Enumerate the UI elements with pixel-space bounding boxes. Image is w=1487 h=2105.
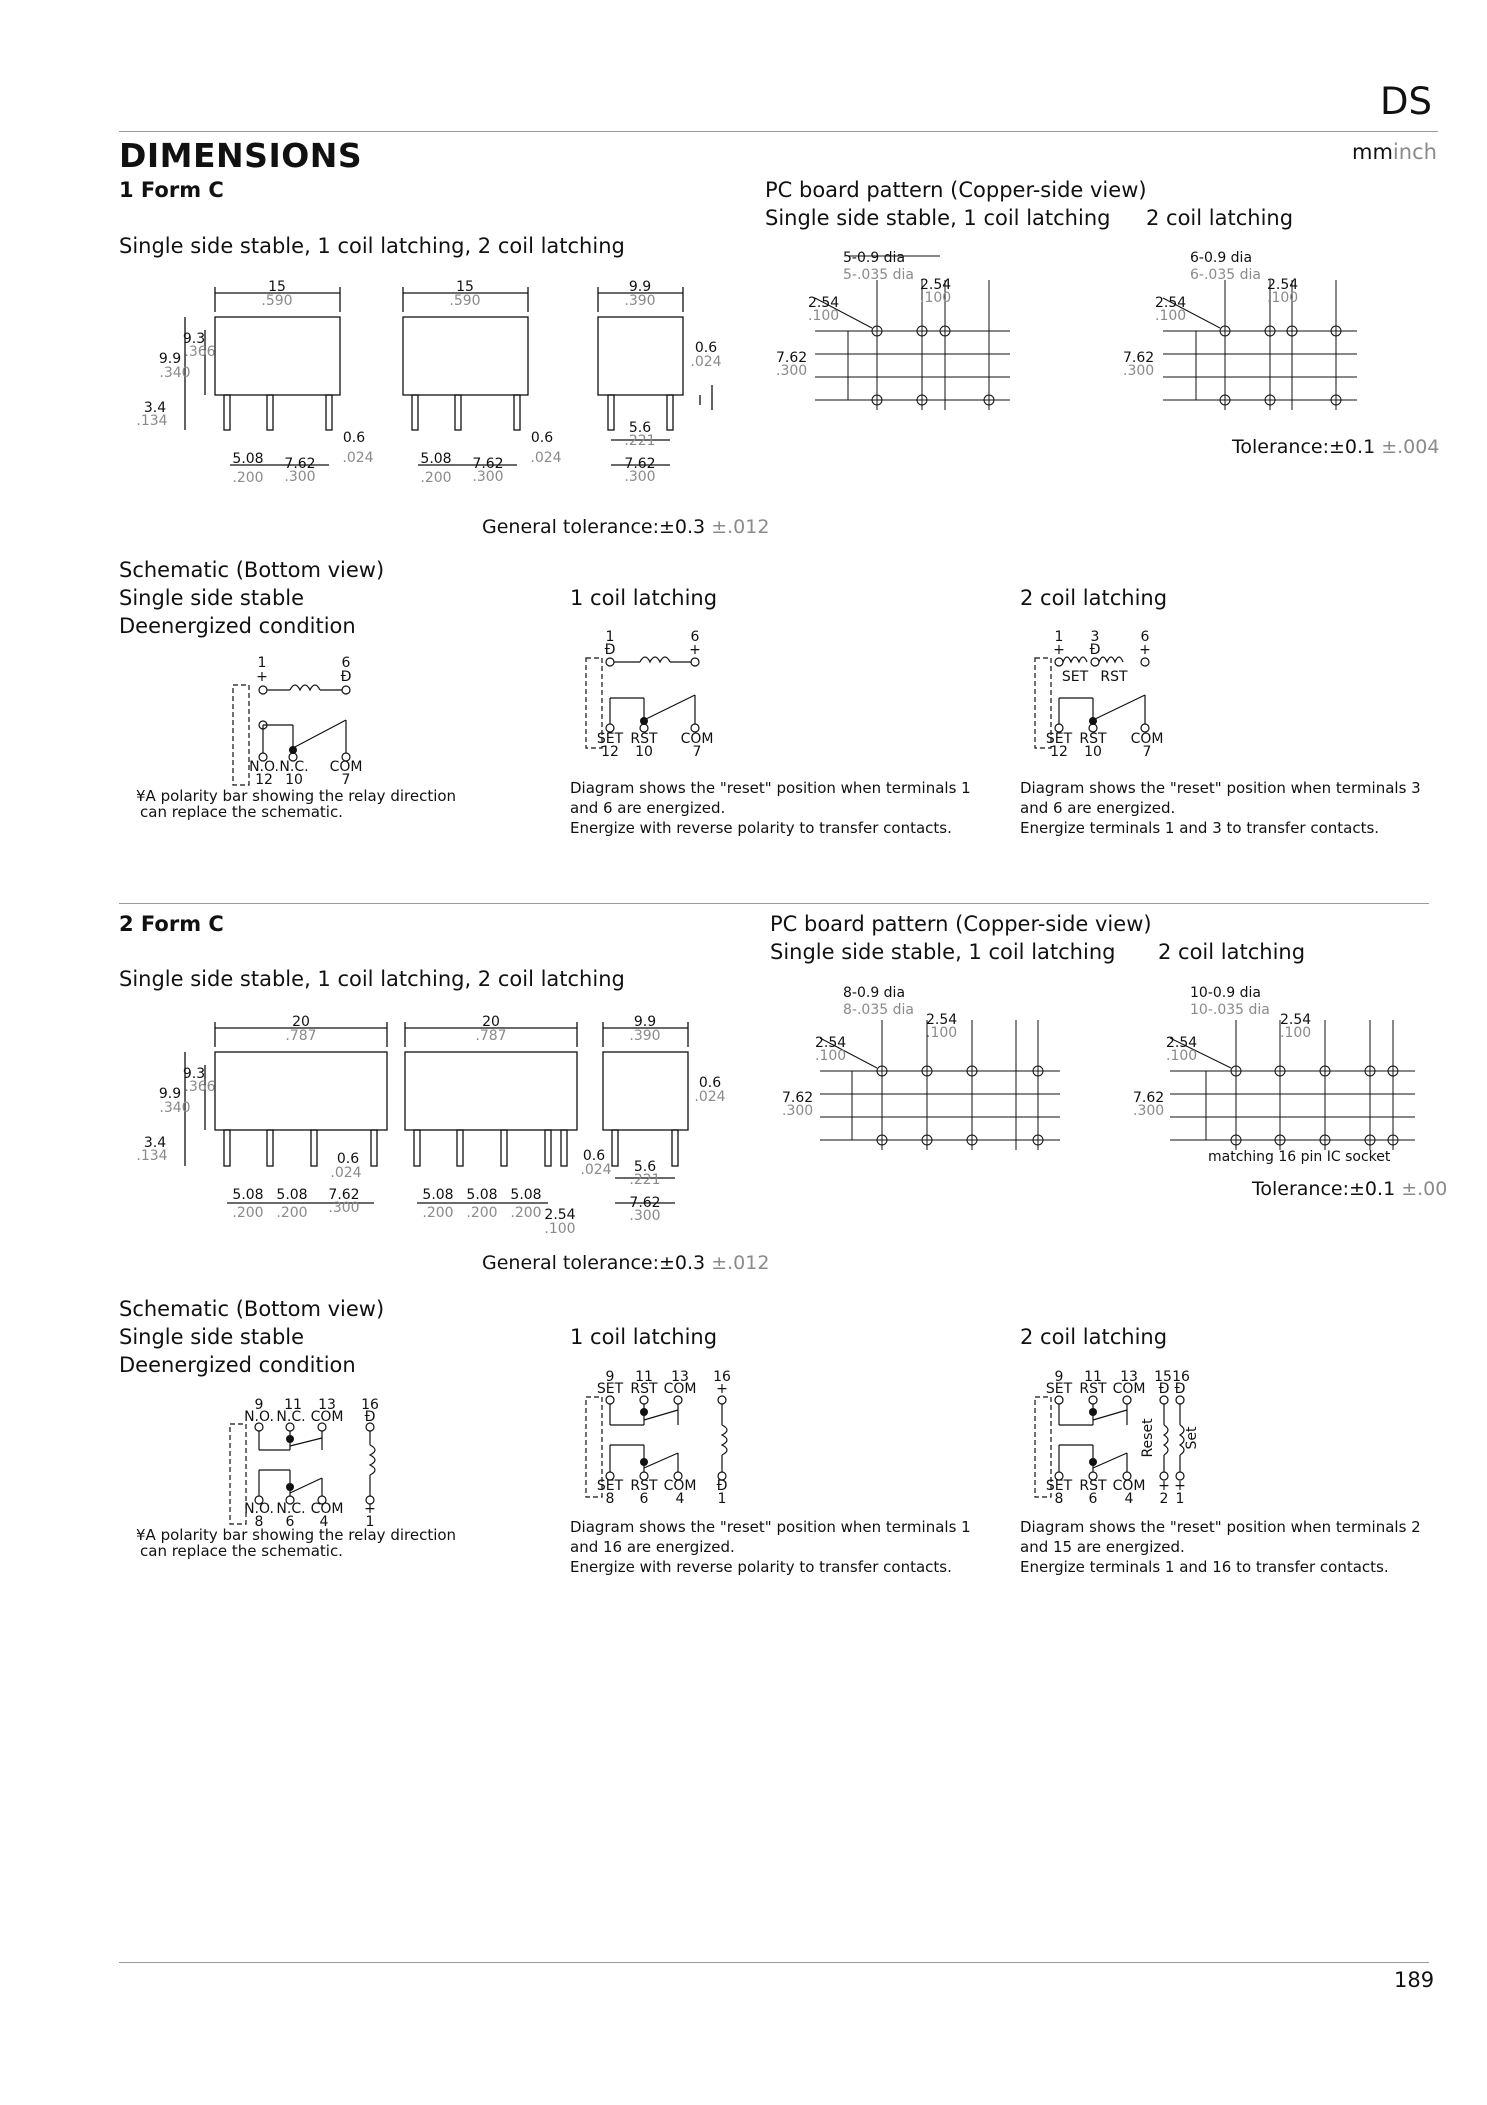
f2-dim-p508e-in: .200 — [510, 1205, 542, 1221]
f2-pcb-p254-left-r-in: .100 — [1166, 1048, 1198, 1064]
f1-dim-p508-in: .200 — [232, 470, 264, 486]
f2-dim-p508c: 5.08 — [422, 1187, 454, 1203]
f1-pcb-p762: 7.62 — [776, 350, 808, 366]
f1l1-pin10: 10 — [635, 744, 653, 760]
f2-stable-title: Single side stable — [119, 1325, 305, 1349]
f2l2-com-top: COM — [1112, 1381, 1146, 1397]
f2l1-set-bot: SET — [596, 1478, 624, 1494]
f1-pcb-p254-top-r: 2.54 — [1267, 277, 1299, 293]
f1-gentol-label: General tolerance: — [482, 516, 659, 538]
f1l1-minus: Ð — [604, 642, 616, 658]
f2-dim-p508b: 5.08 — [276, 1187, 308, 1203]
f2-dim-t06b-in: .024 — [580, 1162, 612, 1178]
f2l2-pin6: 6 — [1088, 1491, 1098, 1507]
f1-dim-p34: 3.4 — [143, 400, 167, 416]
f2l2-rst-bot: RST — [1079, 1478, 1107, 1494]
f1-dim-h93-in: .366 — [184, 344, 216, 360]
f2l2-minus-b: Ð — [1174, 1381, 1186, 1397]
f2-dim-t06b: 0.6 — [582, 1148, 606, 1164]
f1-dim-p762b: 7.62 — [472, 456, 504, 472]
f2-dim-p508d: 5.08 — [466, 1187, 498, 1203]
f1-dim-p508: 5.08 — [232, 451, 264, 467]
f1-dim-w99: 9.9 — [628, 279, 652, 295]
f1-pcb-p254-top-r-in: .100 — [1267, 290, 1299, 306]
f2-latch1-title: 1 coil latching — [570, 1325, 718, 1349]
f2-pcb-dia-in: 8-.035 dia — [843, 1002, 914, 1018]
f2-gentol-label: General tolerance: — [482, 1252, 659, 1274]
f1-l1-note-3: Energize with reverse polarity to transfer contacts. — [570, 819, 952, 837]
f1-dim-h93: 9.3 — [182, 331, 206, 347]
f1-pcb-dia-r-in: 6-.035 dia — [1190, 267, 1261, 283]
f2s-plus: + — [364, 1501, 376, 1517]
f2-latch1-note — [570, 1517, 971, 1577]
f1-pcb-p254-top: 2.54 — [920, 277, 952, 293]
f2-l2-note-2: and 15 are energized. — [1020, 1538, 1185, 1556]
f2l1-pin11: 11 — [635, 1369, 653, 1385]
f1-tol-label: Tolerance: — [1232, 436, 1330, 458]
f1-l2-note-1: Diagram shows the "reset" position when terminals 3 — [1020, 779, 1421, 797]
f1-dim-p762c-in: .300 — [624, 469, 656, 485]
f2-pcb-p254-top-r-in: .100 — [1280, 1025, 1312, 1041]
f1l1-pin7: 7 — [692, 744, 702, 760]
f2l2-pin1: 1 — [1175, 1491, 1185, 1507]
f1-dim-p762: 7.62 — [284, 456, 316, 472]
f2-l1-note-1: Diagram shows the "reset" position when terminals 1 — [570, 1518, 971, 1536]
form2-label: 2 Form C — [119, 912, 224, 936]
f2-dim-h99: 9.9 — [158, 1086, 182, 1102]
f2-pcb-p254-top-in: .100 — [926, 1025, 958, 1041]
f2-socket-note: matching 16 pin IC socket — [1208, 1149, 1391, 1165]
f2s-com-bot: COM — [310, 1501, 344, 1517]
f1-dim-t06b-in: .024 — [530, 450, 562, 466]
f1s-minus: Ð — [340, 669, 352, 685]
f1-pcb-dia-r: 6-0.9 dia — [1190, 250, 1253, 266]
f2l2-com-bot: COM — [1112, 1478, 1146, 1494]
form2-pcb-sub-right: 2 coil latching — [1158, 940, 1306, 964]
f1-l2-note-2: and 6 are energized. — [1020, 799, 1176, 817]
f2-l2-note-3: Energize terminals 1 and 16 to transfer contacts. — [1020, 1558, 1389, 1576]
f2-dim-w20: 20 — [292, 1014, 310, 1030]
f2-dim-h93: 9.3 — [182, 1066, 206, 1082]
f1-pcb-p762-in: .300 — [776, 363, 808, 379]
f2l1-pin8: 8 — [605, 1491, 615, 1507]
f1-stable-cond: Deenergized condition — [119, 614, 356, 638]
f2l2-set-coil: Set — [1184, 1426, 1200, 1450]
unit-inch: inch — [1392, 140, 1437, 164]
form1-variants: Single side stable, 1 coil latching, 2 coil latching — [119, 234, 625, 258]
f1-pcb-dia: 5-0.9 dia — [843, 250, 906, 266]
f1-tol-in: ±.004 — [1381, 436, 1440, 458]
f2s-pin4: 4 — [319, 1514, 329, 1530]
f2s-no-top: N.O. — [244, 1409, 274, 1425]
f2l2-pin9: 9 — [1054, 1369, 1064, 1385]
page-number: 189 — [1394, 1968, 1435, 1992]
f2-dim-w20b: 20 — [482, 1014, 500, 1030]
f1-dim-t06: 0.6 — [342, 430, 366, 446]
f1-dim-p762c: 7.62 — [624, 456, 656, 472]
form1-label: 1 Form C — [119, 178, 224, 202]
f2l2-pin16: 16 — [1172, 1369, 1190, 1385]
f2-pcb-p254-top-r: 2.54 — [1280, 1012, 1312, 1028]
f2-tol-in: ±.00 — [1401, 1178, 1448, 1200]
f2-dim-p34: 3.4 — [143, 1135, 167, 1151]
f1-pcb-dia-in: 5-.035 dia — [843, 267, 914, 283]
f1-l1-note-2: and 6 are energized. — [570, 799, 726, 817]
f2l2-reset-coil: Reset — [1140, 1418, 1156, 1458]
f1-latch1-title: 1 coil latching — [570, 586, 718, 610]
f2-schematic-title: Schematic (Bottom view) — [119, 1297, 385, 1321]
f2-dim-p762b: 7.62 — [629, 1195, 661, 1211]
f2l1-pin6: 6 — [639, 1491, 649, 1507]
f2-dim-t06-in: .024 — [330, 1165, 362, 1181]
f1l2-minus: Ð — [1089, 642, 1101, 658]
f1-dim-w15b: 15 — [456, 279, 474, 295]
form2-pcb-sub-left: Single side stable, 1 coil latching — [770, 940, 1116, 964]
f2s-pin8: 8 — [254, 1514, 264, 1530]
f1s-pin7: 7 — [341, 772, 351, 788]
f2s-pin11: 11 — [284, 1397, 302, 1413]
f2-polarity-note — [136, 1525, 456, 1561]
f2-pcb-p254-left-r: 2.54 — [1166, 1035, 1198, 1051]
f2-pcb-dia-r: 10-0.9 dia — [1190, 985, 1261, 1001]
f1l2-set: SET — [1045, 731, 1073, 747]
f2-latch2-title: 2 coil latching — [1020, 1325, 1168, 1349]
f2-dim-p508a: 5.08 — [232, 1187, 264, 1203]
f2-dim-p762-in: .300 — [328, 1200, 360, 1216]
f2l2-minus-a: Ð — [1158, 1381, 1170, 1397]
f2-polarity-note-2: can replace the schematic. — [140, 1542, 343, 1560]
f2l2-pin2: 2 — [1159, 1491, 1169, 1507]
f1-pcb-p254-left-r: 2.54 — [1155, 295, 1187, 311]
f2s-pin13: 13 — [318, 1397, 336, 1413]
f1-tol-mm: ±0.1 — [1329, 436, 1376, 458]
f2-l1-note-2: and 16 are energized. — [570, 1538, 735, 1556]
f1-dim-t06b: 0.6 — [530, 430, 554, 446]
form2-pcb-title: PC board pattern (Copper-side view) — [770, 912, 1152, 936]
f2-dim-t06: 0.6 — [336, 1151, 360, 1167]
f2-dim-p508c-in: .200 — [422, 1205, 454, 1221]
f1-dim-p508b: 5.08 — [420, 451, 452, 467]
f1-schematic-title: Schematic (Bottom view) — [119, 558, 385, 582]
f2l1-com-bot: COM — [663, 1478, 697, 1494]
f1-dim-s56-in: .221 — [624, 433, 656, 449]
f1l2-set-coil: SET — [1061, 669, 1089, 685]
series-label: DS — [1380, 80, 1432, 123]
f2-gentol-in: ±.012 — [711, 1252, 770, 1274]
f1l1-plus: + — [689, 642, 701, 658]
f1-dim-h99: 9.9 — [158, 351, 182, 367]
f2-latch2-note — [1020, 1517, 1421, 1577]
f2-dim-w20b-in: .787 — [475, 1028, 507, 1044]
f2-l2-note-1: Diagram shows the "reset" position when terminals 2 — [1020, 1518, 1421, 1536]
f2l2-rst-top: RST — [1079, 1381, 1107, 1397]
f2s-nc-bot: N.C. — [276, 1501, 306, 1517]
f2-gentol-mm: ±0.3 — [659, 1252, 706, 1274]
f1l1-pin1: 1 — [605, 629, 615, 645]
f1l2-com: COM — [1130, 731, 1164, 747]
f2l1-rst-top: RST — [630, 1381, 658, 1397]
f1s-plus: + — [256, 669, 268, 685]
f1-gentol-mm: ±0.3 — [659, 516, 706, 538]
f2-dim-p508d-in: .200 — [466, 1205, 498, 1221]
f1s-nc: N.C. — [279, 759, 309, 775]
f1-dim-t06c-in: .024 — [690, 354, 722, 370]
f1s-pin10: 10 — [285, 772, 303, 788]
f2-pcb-p254-top: 2.54 — [926, 1012, 958, 1028]
f1l2-plus2: + — [1139, 642, 1151, 658]
f1s-pin12: 12 — [255, 772, 273, 788]
f2-dim-p254-in: .100 — [544, 1221, 576, 1237]
f1-dim-t06c: 0.6 — [694, 340, 718, 356]
f2-l1-note-3: Energize with reverse polarity to transfer contacts. — [570, 1558, 952, 1576]
f2-dim-w99-in: .390 — [629, 1028, 661, 1044]
f1-dim-w15-in: .590 — [261, 293, 293, 309]
form1-pcb-sub-right: 2 coil latching — [1146, 206, 1294, 230]
f2l2-pin13: 13 — [1120, 1369, 1138, 1385]
f1l2-pin10: 10 — [1084, 744, 1102, 760]
f1-pcb-p762-r-in: .300 — [1123, 363, 1155, 379]
f1-l1-note-1: Diagram shows the "reset" position when terminals 1 — [570, 779, 971, 797]
f2l1-pin1: 1 — [717, 1491, 727, 1507]
form2-variants: Single side stable, 1 coil latching, 2 coil latching — [119, 967, 625, 991]
unit-mm: mm — [1352, 140, 1393, 164]
f1-pcb-p762-r: 7.62 — [1123, 350, 1155, 366]
f2l2-set-top: SET — [1045, 1381, 1073, 1397]
f1-gentol-in: ±.012 — [711, 516, 770, 538]
f1-dim-p762-in: .300 — [284, 469, 316, 485]
f2l2-plus-b: + — [1174, 1478, 1186, 1494]
f1l2-plus: + — [1053, 642, 1065, 658]
f2-tol-label: Tolerance: — [1252, 1178, 1350, 1200]
f2s-pin1: 1 — [365, 1514, 375, 1530]
f2-dim-p34-in: .134 — [136, 1148, 168, 1164]
f2-dim-w99: 9.9 — [633, 1014, 657, 1030]
f2-pcb-p254-left: 2.54 — [815, 1035, 847, 1051]
f2-pcb-dia-r-in: 10-.035 dia — [1190, 1002, 1270, 1018]
f1l1-pin6: 6 — [690, 629, 700, 645]
f2l1-com-top: COM — [663, 1381, 697, 1397]
f1-dim-w15: 15 — [268, 279, 286, 295]
f1l1-rst: RST — [630, 731, 658, 747]
f2-dim-s56: 5.6 — [633, 1159, 657, 1175]
f2l2-pin8: 8 — [1054, 1491, 1064, 1507]
f1l2-pin7: 7 — [1142, 744, 1152, 760]
f1-pcb-p254-left: 2.54 — [808, 295, 840, 311]
f2-pcb-p762: 7.62 — [782, 1090, 814, 1106]
f1-dim-p34-in: .134 — [136, 413, 168, 429]
f2-dim-t06c-in: .024 — [694, 1089, 726, 1105]
f2l2-pin11: 11 — [1084, 1369, 1102, 1385]
f2-polarity-note-1: ¥A polarity bar showing the relay direction — [136, 1526, 457, 1544]
f2l1-set-top: SET — [596, 1381, 624, 1397]
f2s-nc-top: N.C. — [276, 1409, 306, 1425]
f1l2-rst-coil: RST — [1100, 669, 1128, 685]
f2-tol-mm: ±0.1 — [1349, 1178, 1396, 1200]
f1-dim-p762b-in: .300 — [472, 469, 504, 485]
f1-dim-h99-in: .340 — [159, 365, 191, 381]
f1-dim-s56: 5.6 — [628, 420, 652, 436]
f1-stable-title: Single side stable — [119, 586, 305, 610]
f1-l2-note-3: Energize terminals 1 and 3 to transfer contacts. — [1020, 819, 1380, 837]
footer-rule — [119, 1962, 1429, 1963]
form1-pcb-title: PC board pattern (Copper-side view) — [765, 178, 1147, 202]
f1s-no: N.O. — [249, 759, 279, 775]
f2s-pin6: 6 — [285, 1514, 295, 1530]
f2-dim-p762: 7.62 — [328, 1187, 360, 1203]
f1-dim-t06-in: .024 — [342, 450, 374, 466]
f2s-pin16: 16 — [361, 1397, 379, 1413]
f2s-com-top: COM — [310, 1409, 344, 1425]
f2s-pin9: 9 — [254, 1397, 264, 1413]
f2l2-set-bot: SET — [1045, 1478, 1073, 1494]
f2-dim-p508a-in: .200 — [232, 1205, 264, 1221]
f1l2-pin12: 12 — [1050, 744, 1068, 760]
f1l1-pin12: 12 — [601, 744, 619, 760]
f2-dim-t06c: 0.6 — [698, 1075, 722, 1091]
f1-pcb-p254-left-r-in: .100 — [1155, 308, 1187, 324]
f2s-no-bot: N.O. — [244, 1501, 274, 1517]
f2-dim-p508e: 5.08 — [510, 1187, 542, 1203]
f2-pcb-dia: 8-0.9 dia — [843, 985, 906, 1001]
f1-polarity-note-1: ¥A polarity bar showing the relay direction — [136, 787, 457, 805]
f1s-pin1: 1 — [257, 655, 267, 671]
f2-dim-p508b-in: .200 — [276, 1205, 308, 1221]
f2-pcb-p762-r-in: .300 — [1133, 1103, 1165, 1119]
f2-stable-cond: Deenergized condition — [119, 1353, 356, 1377]
f2-dim-p762b-in: .300 — [629, 1208, 661, 1224]
page-title: DIMENSIONS — [119, 136, 363, 175]
f2l1-pin13: 13 — [671, 1369, 689, 1385]
f1-pcb-p254-top-in: .100 — [920, 290, 952, 306]
f2l1-minus: Ð — [716, 1478, 728, 1494]
f1-dim-w15b-in: .590 — [449, 293, 481, 309]
f1s-com: COM — [329, 759, 363, 775]
f2-dim-w20-in: .787 — [285, 1028, 317, 1044]
f2-dim-p254: 2.54 — [544, 1207, 576, 1223]
f2l2-plus-a: + — [1158, 1478, 1170, 1494]
f2-dim-s56-in: .221 — [629, 1172, 661, 1188]
f1-dim-p508b-in: .200 — [420, 470, 452, 486]
f2l1-pin16: 16 — [713, 1369, 731, 1385]
f1l2-pin6: 6 — [1140, 629, 1150, 645]
f2l1-pin4: 4 — [675, 1491, 685, 1507]
f2-pcb-p762-in: .300 — [782, 1103, 814, 1119]
f1-pcb-p254-left-in: .100 — [808, 308, 840, 324]
f1l1-com: COM — [680, 731, 714, 747]
f1-dim-w99-in: .390 — [624, 293, 656, 309]
f2-dim-h99-in: .340 — [159, 1100, 191, 1116]
f1-latch2-title: 2 coil latching — [1020, 586, 1168, 610]
f2l2-pin15: 15 — [1154, 1369, 1172, 1385]
f2l1-pin9: 9 — [605, 1369, 615, 1385]
f1l1-set: SET — [596, 731, 624, 747]
f1-polarity-note-2: can replace the schematic. — [140, 803, 343, 821]
f2l2-pin4: 4 — [1124, 1491, 1134, 1507]
f2s-minus: Ð — [364, 1409, 376, 1425]
f2l1-plus: + — [716, 1381, 728, 1397]
f1l2-pin1: 1 — [1054, 629, 1064, 645]
f2-dim-h93-in: .366 — [184, 1079, 216, 1095]
f2-pcb-p254-left-in: .100 — [815, 1048, 847, 1064]
form1-pcb-sub-left: Single side stable, 1 coil latching — [765, 206, 1111, 230]
f1l2-pin3: 3 — [1090, 629, 1100, 645]
f2l1-rst-bot: RST — [630, 1478, 658, 1494]
f1l2-rst: RST — [1079, 731, 1107, 747]
f2-pcb-p762-r: 7.62 — [1133, 1090, 1165, 1106]
f1s-pin6: 6 — [341, 655, 351, 671]
